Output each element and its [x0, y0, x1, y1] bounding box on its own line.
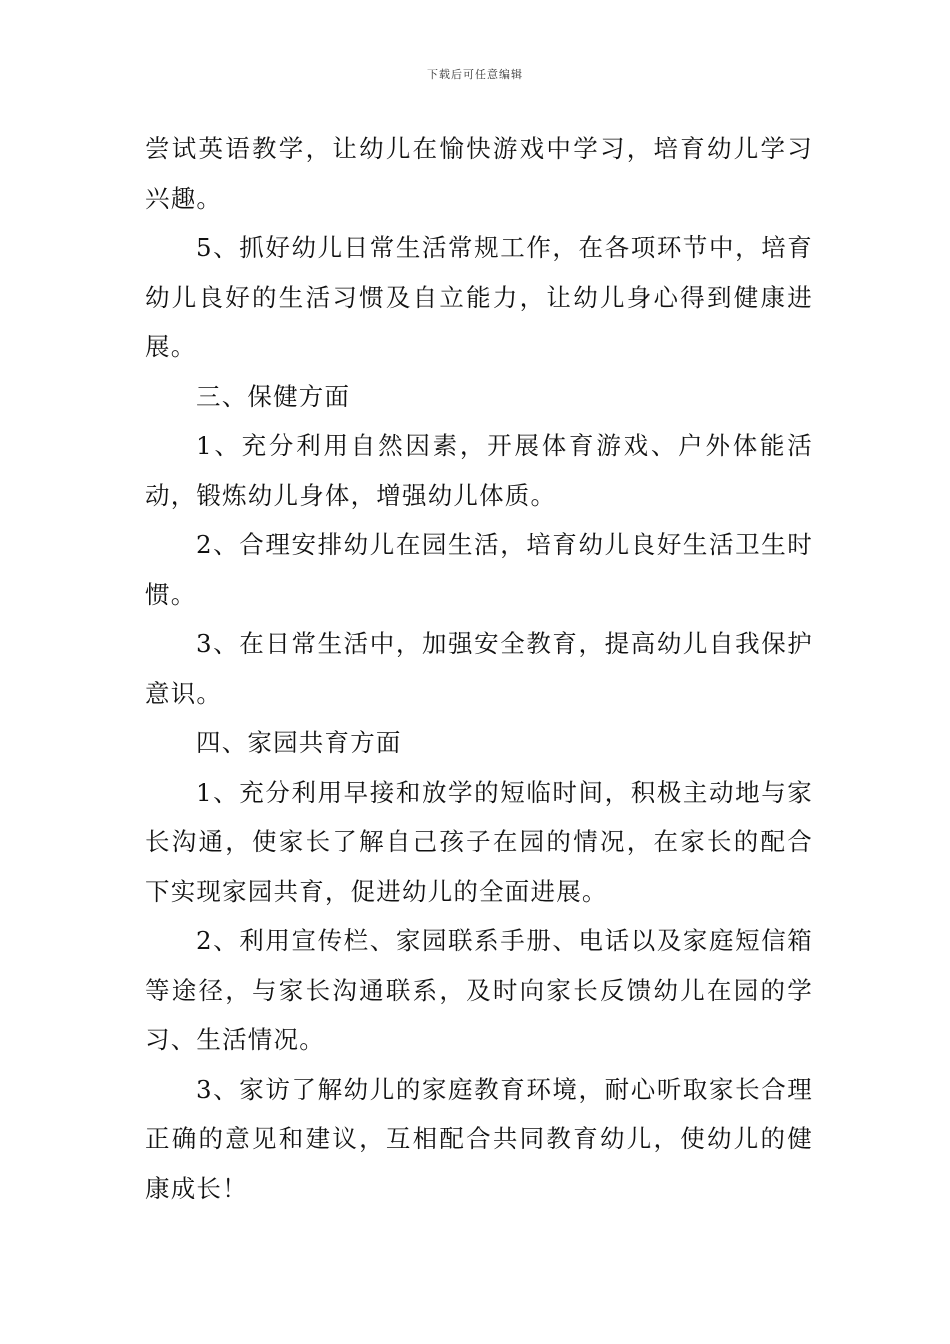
document-body	[145, 124, 813, 1213]
section-heading-health: 三、保健方面	[196, 381, 351, 411]
page-header-note: 下载后可任意编辑	[427, 68, 523, 81]
paragraph-continued: 尝试英语教学，让幼儿在愉快游戏中学习，培育幼儿学习兴趣。	[145, 134, 813, 213]
paragraph-home-school-2: 2、利用宣传栏、家园联系手册、电话以及家庭短信箱等途径，与家长沟通联系，及时向家长反馈幼儿在园的学习、生活情况。	[145, 926, 813, 1054]
paragraph-item-5: 5、抓好幼儿日常生活常规工作，在各项环节中，培育幼儿良好的生活习惯及自立能力，让幼儿身心得到健康进展。	[145, 233, 813, 361]
section-heading-home-school: 四、家园共育方面	[196, 728, 402, 757]
paragraph-health-2: 2、合理安排幼儿在园生活，培育幼儿良好生活卫生时惯。	[145, 530, 813, 609]
paragraph-home-school-3: 3、家访了解幼儿的家庭教育环境，耐心听取家长合理正确的意见和建议，互相配合共同教育幼儿，使幼儿的健康成长！	[145, 1074, 813, 1203]
paragraph-health-1: 1、充分利用自然因素，开展体育游戏、户外体能活动，锻炼幼儿身体，增强幼儿体质。	[145, 431, 813, 510]
paragraph-home-school-1: 1、充分利用早接和放学的短临时间，积极主动地与家长沟通，使家长了解自己孩子在园的情况，在家长的配合下实现家园共育，促进幼儿的全面进展。	[145, 777, 813, 906]
paragraph-health-3: 3、在日常生活中，加强安全教育，提高幼儿自我保护意识。	[145, 629, 813, 708]
